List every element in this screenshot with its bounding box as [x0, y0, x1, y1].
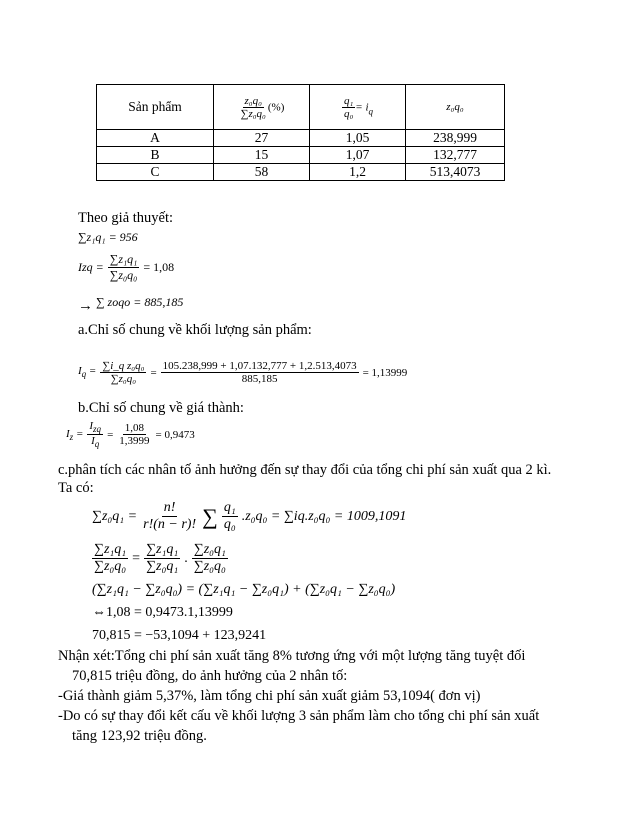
line1-rest: .z₀q₀ = ∑iq.z₀q₀ = 1009,1091	[241, 508, 407, 524]
iz-frac2-numerator: 1,08	[124, 422, 145, 435]
section-c-taco: Ta có:	[58, 480, 94, 496]
cell-index: 1,2	[310, 164, 406, 181]
section-c-line1: ∑z₀q₁ = $\frac{n!}{r!(n - r)!}$ ∑ $\frac{\text{q₁}}{\text{q₀}}$ .z₀q₀ = ∑iq.z₀q₀ = 1009,1091	[92, 500, 407, 532]
iz-numerator: I	[89, 420, 94, 432]
arrow-icon: →	[78, 298, 93, 314]
assumption-eq1: ∑z₁q₁ = 956	[78, 230, 138, 244]
cell-index: 1,07	[310, 147, 406, 164]
assumption-eq3-line	[78, 294, 184, 314]
section-c-line2: $\frac{\text{∑z₁q₁}}{\text{∑z₀q₀}}$ = $\frac{\text{∑z₁q₁}}{\text{∑z₀q₁}}$ . $\frac{\text{∑z₀q₁}}{\text{∑z₀q₀}}$	[94, 542, 226, 574]
line1-lhs: ∑z₀q₁ =	[92, 508, 138, 524]
line2-frac3-denominator: ∑z₀q₀	[193, 559, 226, 574]
iz-lhs: I	[66, 427, 70, 440]
izq-lhs: Izq =	[78, 260, 104, 274]
line2-frac1-numerator: ∑z₁q₁	[94, 542, 127, 557]
izq-equation	[78, 252, 174, 283]
header-product: Sản phẩm	[97, 85, 214, 130]
iz-denominator: I	[91, 435, 95, 448]
iq-frac2-numerator: 105.238,999 + 1,07.132,777 + 1,2.513,4073	[162, 360, 357, 372]
iz-denominator-sub: q	[94, 439, 100, 450]
iz-lhs-sub: z	[69, 431, 74, 442]
line2-frac2-denominator: ∑z₀q₁	[146, 559, 179, 574]
header-index-eq: = i	[355, 101, 369, 114]
cell-product: A	[97, 130, 214, 147]
iq-frac1-numerator: ∑i_q z₀q₀	[102, 360, 145, 372]
line2-frac3-numerator: ∑z₀q₁	[193, 542, 226, 557]
iq-lhs: I	[78, 365, 82, 378]
header-cost: z₀q₀	[406, 85, 505, 130]
conclusion-line3: -Giá thành giảm 5,37%, làm tổng chi phí sản xuất giảm 53,1094( đơn vị)	[58, 688, 481, 704]
cell-product: B	[97, 147, 214, 164]
header-index	[310, 85, 406, 130]
iz-frac2-denominator: 1,3999	[119, 435, 150, 448]
table-row	[97, 164, 505, 181]
cell-cost: 238,999	[406, 130, 505, 147]
header-share-unit: (%)	[267, 101, 285, 114]
line1-sum-denominator: q₀	[223, 517, 236, 532]
iq-frac1-denominator: ∑z₀q₀	[110, 373, 137, 385]
section-a-heading: a.Chỉ số chung về khối lượng sản phẩm:	[78, 322, 312, 338]
cell-index: 1,05	[310, 130, 406, 147]
line2-frac2-numerator: ∑z₁q₁	[146, 542, 179, 557]
section-a-equation: $I_q$ = $\frac{\text{∑i\_q z₀q₀}}{\text{∑z₀q₀}}$ = $\frac{105.238,999 + 1,07.132,777 + 1,2.513,4073}{885,185}$ = 1,13999	[78, 360, 408, 385]
cell-share: 27	[214, 130, 310, 147]
line1-frac-denominator: r!(n − r)!	[143, 517, 197, 532]
header-index-numerator: q₁	[343, 94, 354, 107]
section-c-line5: 70,815 = −53,1094 + 123,9241	[92, 628, 267, 643]
conclusion-line4: -Do có sự thay đổi kết cấu về khối lượng 3 sản phẩm làm cho tổng chi phí sản xuất	[58, 708, 540, 724]
assumption-eq3: ∑ zoqo = 885,185	[96, 295, 184, 309]
cell-cost: 132,777	[406, 147, 505, 164]
product-table	[96, 84, 505, 181]
line1-sum-numerator: q₁	[223, 500, 236, 515]
conclusion-line2: 70,815 triệu đồng, do ảnh hưởng của 2 nhân tố:	[72, 668, 348, 684]
izq-numerator: ∑z₁q₁	[109, 252, 138, 266]
iz-numerator-sub: zq	[93, 424, 102, 435]
section-c-line4: ⇔1,08 = 0,9473.1,13999	[92, 605, 233, 620]
table-row	[97, 147, 505, 164]
izq-denominator: ∑z₀q₀	[109, 268, 138, 282]
section-c-line3: (∑z₁q₁ − ∑z₀q₀) = (∑z₁q₁ − ∑z₀q₁) + (∑z₀q₁ − ∑z₀q₀)	[92, 582, 396, 597]
table-row	[97, 130, 505, 147]
iz-result: = 0,9473	[155, 428, 195, 441]
line1-frac-numerator: n!	[163, 500, 176, 515]
header-index-sub: q	[368, 105, 374, 116]
cell-product: C	[97, 164, 214, 181]
cell-share: 15	[214, 147, 310, 164]
izq-rhs: = 1,08	[143, 260, 175, 274]
header-index-denominator: q₀	[343, 107, 354, 120]
section-b-equation: $I_z$ = $\frac{I_{zq}}{I_q}$ = $\frac{1,08}{1,3999}$ = 0,9473	[66, 420, 195, 450]
table-header-row	[97, 85, 505, 130]
cell-cost: 513,4073	[406, 164, 505, 181]
conclusion-line5: tăng 123,92 triệu đồng.	[72, 728, 207, 744]
conclusion-line1: Nhận xét:Tổng chi phí sản xuất tăng 8% tương ứng với một lượng tăng tuyệt đối	[58, 648, 526, 664]
header-share-numerator: z₀q₀	[244, 94, 262, 107]
line2-frac1-denominator: ∑z₀q₀	[94, 559, 127, 574]
header-share-denominator: ∑z₀q₀	[240, 107, 266, 120]
assumption-heading: Theo giả thuyết:	[78, 210, 174, 226]
iq-lhs-sub: q	[81, 369, 87, 380]
section-b-heading: b.Chỉ số chung về giá thành:	[78, 400, 244, 416]
section-c-heading: c.phân tích các nhân tố ảnh hưởng đến sự thay đổi của tổng chi phí sản xuất qua 2 kì.	[58, 462, 552, 478]
cell-share: 58	[214, 164, 310, 181]
header-share	[214, 85, 310, 130]
iq-result: = 1,13999	[362, 366, 408, 379]
iq-frac2-denominator: 885,185	[241, 373, 278, 385]
